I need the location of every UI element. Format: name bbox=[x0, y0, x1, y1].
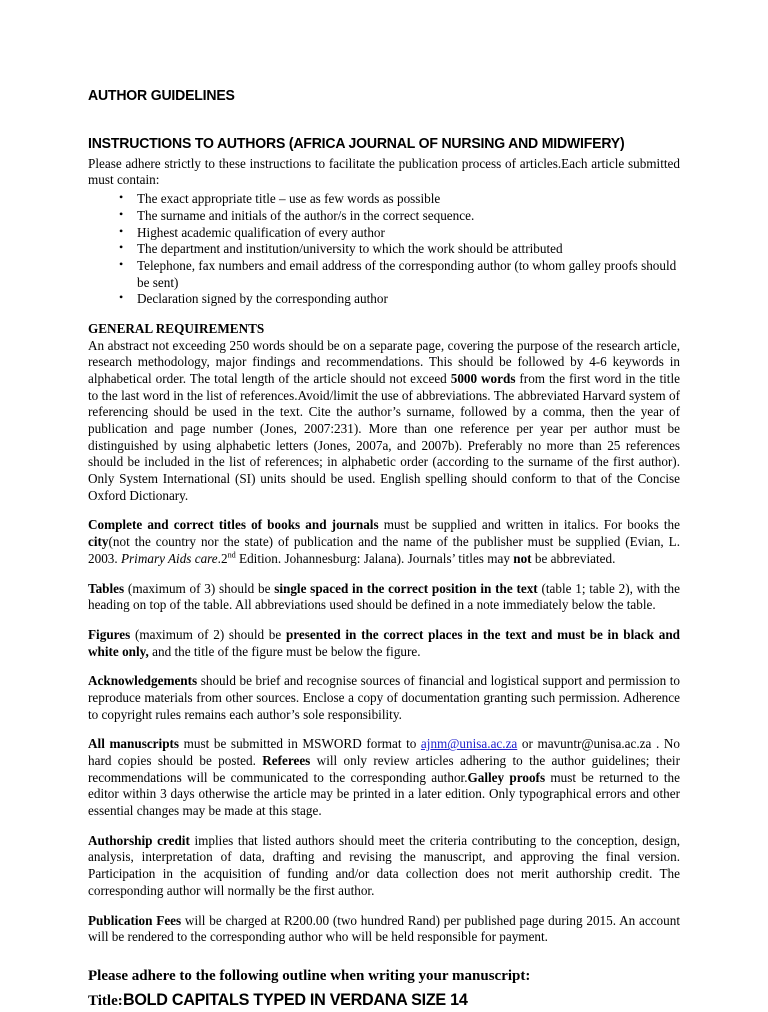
heading-general-requirements: GENERAL REQUIREMENTS bbox=[88, 320, 265, 336]
section-heading-instructions-to-authors: INSTRUCTIONS TO AUTHORS (AFRICA JOURNAL OF NURSING AND MIDWIFERY) bbox=[88, 136, 625, 153]
list-item-text: • The department and institution/university to which the work should be attributed bbox=[137, 241, 563, 257]
text-run-bold: city bbox=[88, 534, 109, 550]
text-run: Edition. Johannesburg: Jalana). Journals’ titles may bbox=[235, 550, 514, 566]
text-run-bold: Galley proofs bbox=[467, 769, 546, 785]
text-run: will be charged at R200.00 (two hundred Rand) per published page during 2015. An account will be rendered to the corresponding author who will be held responsible for payment. bbox=[88, 912, 680, 945]
figures-paragraph bbox=[88, 627, 680, 660]
text-run: must be returned to the editor within 3 days otherwise the article may be printed in a later edition. Only typographical errors and other essential changes may be made at this stage. bbox=[88, 769, 680, 819]
text-run-bold: single spaced in the correct position in the text bbox=[274, 580, 538, 596]
list-item-text: • Telephone, fax numbers and email address of the corresponding author (to whom galley proofs should be sent) bbox=[137, 257, 677, 290]
text-run: (maximum of 3) should be bbox=[124, 580, 275, 596]
acknowledgements-paragraph bbox=[88, 673, 680, 723]
text-run: An abstract not exceeding 250 words should be on a separate page, covering the purpose of the research article, research methodology, major findings and recommendations. This should be followed by 4-6 keywords in alphabetical order. The total length of the article should not exceed bbox=[88, 337, 680, 386]
text-run-bold: Figures bbox=[88, 626, 131, 642]
list-item bbox=[88, 191, 680, 208]
authorship-credit-paragraph bbox=[88, 833, 680, 900]
text-run-superscript: nd bbox=[227, 550, 236, 560]
text-run: implies that listed authors should meet the criteria contributing to the conception, design, analysis, interpretation of data, drafting and revising the manuscript, and approving the final version. Participation in the acquisition of funding and/or data collection does not merit authorship credit. The corresponding author will normally be the first author. bbox=[88, 832, 680, 898]
list-item bbox=[88, 225, 680, 242]
list-item-text: • The exact appropriate title – use as few words as possible bbox=[137, 191, 441, 207]
tables-paragraph bbox=[88, 581, 680, 614]
email-link-ajnm[interactable]: ajnm@unisa.ac.za bbox=[420, 736, 518, 752]
text-run: from the first word in the title to the last word in the list of references.Avoid/limit the use of abbreviations. The abbreviated Harvard system of referencing should be used in the text. Cite the author’s surname, followed by a comma, then the year of publication and page number (Jones, 2007:231). More than one reference per year per author must be distinguished by using alphabetic letters (Jones, 2007a, and 2007b). Preferably no more than 25 references should be included in the list of references; in alphabetic order (according to the surname of the first author). Only System International (SI) units should be used. English spelling should conform to that of the Concise Oxford Dictionary. bbox=[88, 370, 680, 503]
text-run: and the title of the figure must be below the figure. bbox=[148, 643, 421, 659]
list-item-text: • Declaration signed by the corresponding author bbox=[137, 291, 388, 307]
requirements-list bbox=[88, 191, 680, 308]
text-run-bold: Publication Fees bbox=[88, 912, 182, 928]
text-run-bold: presented in the correct places in the text and must be in black and white only, bbox=[88, 626, 680, 659]
outline-instruction-line: Please adhere to the following outline when writing your manuscript: bbox=[88, 967, 531, 984]
text-run: should be brief and recognise sources of financial and logistical support and permission to reproduce materials from other sources. Enclose a copy of documentation granting such permission. Adherence to copyright rules remains each author’s sole responsibility. bbox=[88, 673, 680, 722]
text-run-italic: Primary Aids care bbox=[120, 550, 218, 566]
text-run: (not the country nor the state) of publication and the name of the publisher must be supplied (Evian, L. 2003. bbox=[88, 534, 680, 566]
text-run: be abbreviated. bbox=[531, 550, 616, 566]
document-heading-author-guidelines: AUTHOR GUIDELINES bbox=[88, 88, 235, 104]
list-item bbox=[88, 291, 680, 308]
text-run: (maximum of 2) should be bbox=[130, 626, 286, 642]
general-requirements-paragraph bbox=[88, 338, 680, 505]
closing-block bbox=[88, 967, 680, 1012]
intro-paragraph: Please adhere strictly to these instructions to facilitate the publication process of articles.Each article submitted must contain: bbox=[88, 155, 680, 188]
list-item-text: • The surname and initials of the author/s in the correct sequence. bbox=[137, 207, 475, 223]
text-run-bold: Acknowledgements bbox=[88, 673, 198, 689]
list-item bbox=[88, 241, 680, 258]
text-run: or mavuntr@unisa.ac.za . No hard copies should be posted. bbox=[88, 736, 680, 769]
text-run-bold: Authorship credit bbox=[88, 832, 190, 848]
text-run-bold: 5000 words bbox=[450, 370, 516, 386]
text-run-bold: not bbox=[513, 550, 532, 566]
manuscripts-paragraph bbox=[88, 736, 680, 819]
text-run: .2 bbox=[217, 550, 228, 566]
list-item-text: • Highest academic qualification of every author bbox=[137, 224, 385, 240]
titles-of-books-paragraph bbox=[88, 517, 680, 567]
text-run: must be submitted in MSWORD format to bbox=[179, 736, 421, 752]
text-run: (table 1; table 2), with the heading on top of the table. All abbreviations used should be defined in a note immediately below the table. bbox=[88, 580, 680, 613]
title-format-value: BOLD CAPITALS TYPED IN VERDANA SIZE 14 bbox=[122, 990, 468, 1010]
text-run-bold: Complete and correct titles of books and journals bbox=[88, 517, 379, 533]
text-run-bold: All manuscripts bbox=[88, 736, 180, 752]
text-run: will only review articles adhering to the author guidelines; their recommendations will be communicated to the corresponding author. bbox=[88, 753, 680, 785]
list-item bbox=[88, 258, 680, 291]
text-run-bold: Tables bbox=[88, 580, 125, 596]
text-run: must be supplied and written in italics. For books the bbox=[378, 517, 680, 533]
text-run-bold: Referees bbox=[262, 753, 311, 769]
publication-fees-paragraph bbox=[88, 913, 680, 946]
document-content bbox=[88, 88, 680, 1012]
title-format-line bbox=[88, 989, 680, 1012]
list-item bbox=[88, 208, 680, 225]
title-label: Title: bbox=[88, 993, 123, 1010]
